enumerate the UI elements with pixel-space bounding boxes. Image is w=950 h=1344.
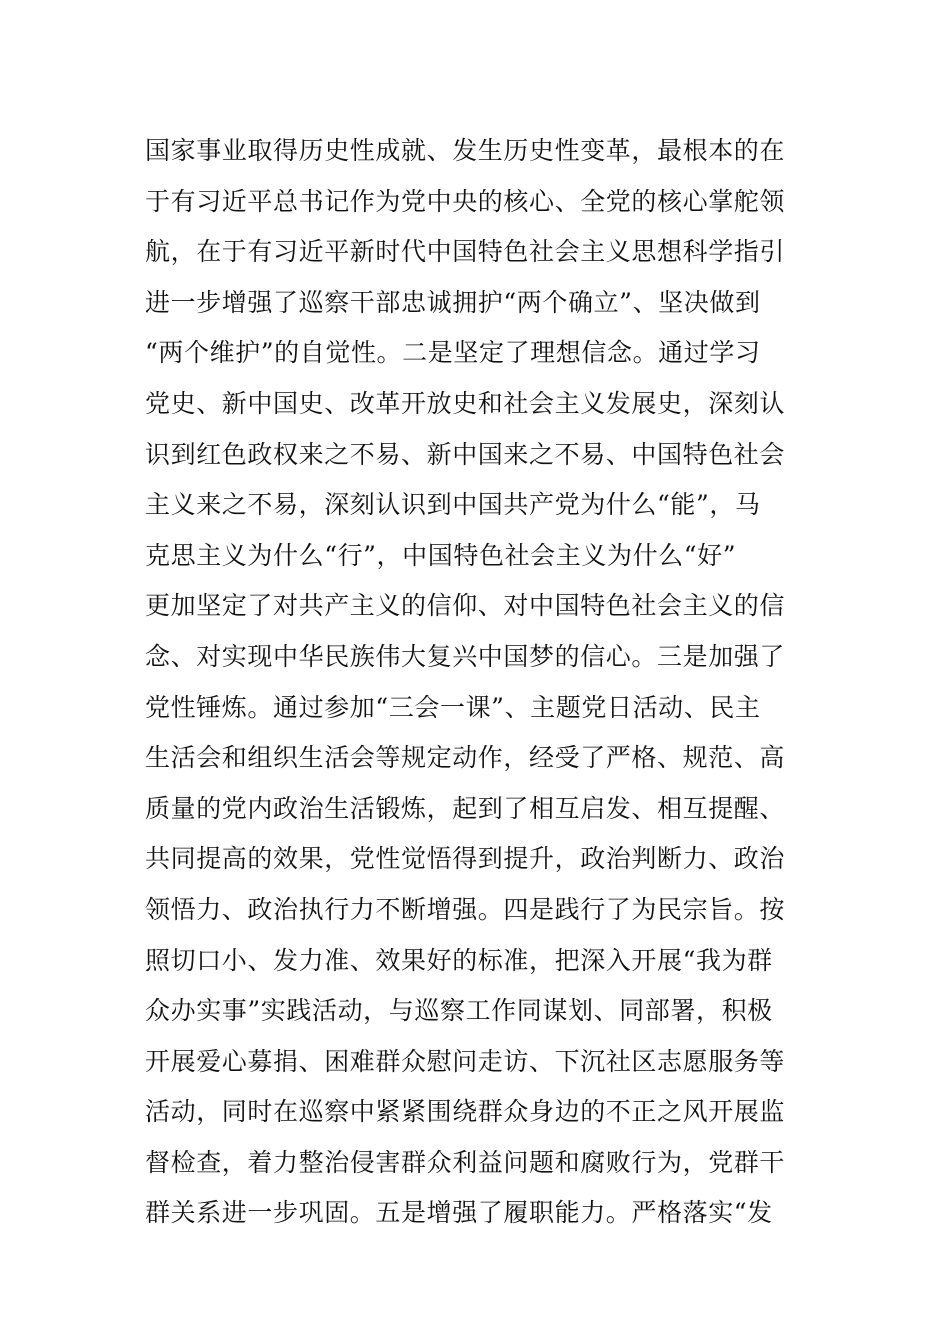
- body-paragraph: [145, 126, 810, 1239]
- text-line: 领悟力、政治执行力不断增强。四是践行了为民宗旨。按: [145, 894, 786, 924]
- text-line: 开展爱心募捐、困难群众慰问走访、下沉社区志愿服务等: [145, 1046, 786, 1076]
- text-line: 识到红色政权来之不易、新中国来之不易、中国特色社会: [145, 439, 786, 469]
- text-line: 国家事业取得历史性成就、发生历史性变革，最根本的在: [145, 136, 786, 165]
- text-line: 进一步增强了巡察干部忠诚拥护“两个确立”、坚决做到: [145, 287, 761, 317]
- text-line: “两个维护”的自觉性。二是坚定了理想信念。通过学习: [145, 338, 761, 368]
- text-line: 航，在于有习近平新时代中国特色社会主义思想科学指引: [145, 237, 786, 267]
- text-line: 于有习近平总书记作为党中央的核心、全党的核心掌舵领: [145, 186, 786, 216]
- text-line: 众办实事”实践活动，与巡察工作同谋划、同部署，积极: [145, 996, 773, 1026]
- text-line: 质量的党内政治生活锻炼，起到了相互启发、相互提醒、: [145, 793, 786, 823]
- text-line: 活动，同时在巡察中紧紧围绕群众身边的不正之风开展监: [145, 1097, 786, 1127]
- text-line: 督检查，着力整治侵害群众利益问题和腐败行为，党群干: [145, 1147, 786, 1177]
- text-line: 党史、新中国史、改革开放史和社会主义发展史，深刻认: [145, 388, 786, 418]
- text-line: 群关系进一步巩固。五是增强了履职能力。严格落实“发: [145, 1198, 773, 1228]
- text-line: 共同提高的效果，党性觉悟得到提升，政治判断力、政治: [145, 844, 786, 874]
- text-line: 生活会和组织生活会等规定动作，经受了严格、规范、高: [145, 743, 786, 773]
- text-line: 党性锤炼。通过参加“三会一课”、主题党日活动、民主: [145, 692, 761, 722]
- text-line: 更加坚定了对共产主义的信仰、对中国特色社会主义的信: [145, 591, 786, 621]
- text-line: 克思主义为什么“行”，中国特色社会主义为什么“好”: [145, 540, 737, 570]
- text-line: 主义来之不易，深刻认识到中国共产党为什么“能”，马: [145, 490, 761, 520]
- text-line: 念、对实现中华民族伟大复兴中国梦的信心。三是加强了: [145, 641, 786, 671]
- text-line: 照切口小、发力准、效果好的标准，把深入开展“我为群: [145, 945, 773, 975]
